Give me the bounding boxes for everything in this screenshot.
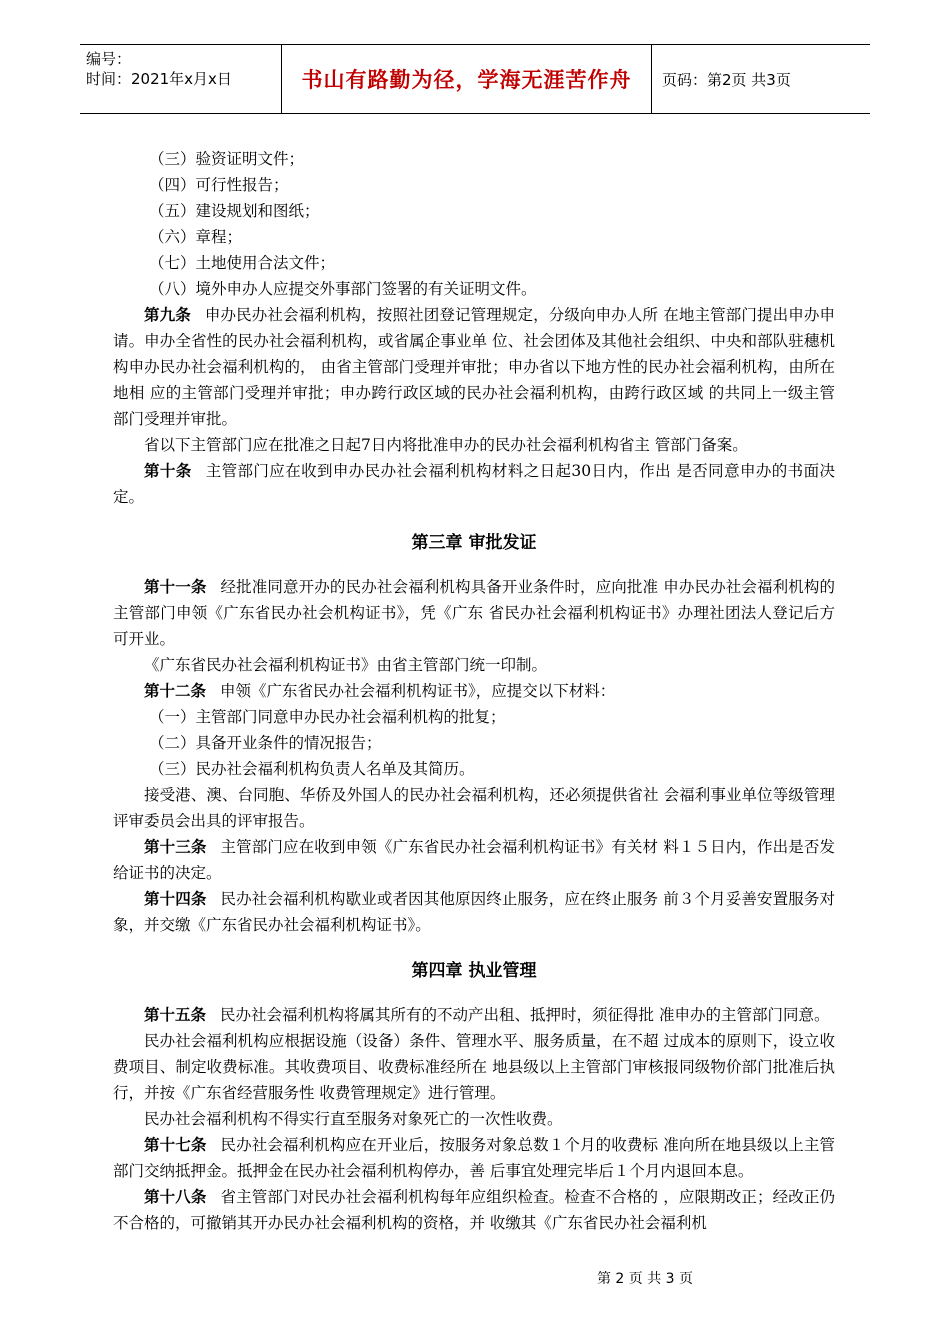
document-time-label: 时间：2021年x月x日 bbox=[86, 70, 232, 88]
paragraph: 民办社会福利机构不得实行直至服务对象死亡的一次性收费。 bbox=[144, 1110, 563, 1128]
article-text: 民办社会福利机构将属其所有的不动产出租、抵押时，须征得批 准申办的主管部门同意。 bbox=[220, 1006, 830, 1024]
page-header bbox=[80, 44, 870, 114]
list-item: （四）可行性报告； bbox=[149, 176, 289, 194]
paragraph: 民办社会福利机构应根据设施（设备）条件、管理水平、服务质量，在不超 过成本的原则下，设立收费项目、制定收费标准。其收费项目、收费标准经所在 地县级以上主管部门审核报同级物价部门批准后执行，并按《广东省经营服务性 收费管理规定》进行管理。 bbox=[113, 1032, 835, 1102]
article-10 bbox=[113, 458, 835, 510]
article-title: 第九条 bbox=[144, 305, 191, 324]
article-text: 民办社会福利机构歇业或者因其他原因终止服务，应在终止服务 前３个月妥善安置服务对象，并交缴《广东省民办社会福利机构证书》。 bbox=[113, 890, 835, 934]
list-item: （五）建设规划和图纸； bbox=[149, 202, 320, 220]
article-11 bbox=[113, 574, 835, 652]
article-title: 第十三条 bbox=[144, 837, 207, 856]
paragraph: 省以下主管部门应在批准之日起7日内将批准申办的民办社会福利机构省主 管部门备案。 bbox=[144, 436, 748, 454]
article-title: 第十七条 bbox=[144, 1135, 207, 1154]
article-title: 第十一条 bbox=[144, 577, 207, 596]
list-item: （三）民办社会福利机构负责人名单及其简历。 bbox=[149, 760, 475, 778]
page-footer: 第 2 页 共 3 页 bbox=[596, 1271, 694, 1287]
article-text: 申办民办社会福利机构，按照社团登记管理规定，分级向申办人所 在地主管部门提出申办申请。申办全省性的民办社会福利机构，或省属企事业单 位、社会团体及其他社会组织、中央和部队驻穗机构申办民办社会福利机构的， 由省主管部门受理并审批；申办省以下地方性的民办社会福利机构，由所在地相 应的主管部门受理并审批；申办跨行政区域的民办社会福利机构，由跨行政区域 的共同上一级主管部门受理并审批。 bbox=[113, 306, 835, 428]
list-item: （七）土地使用合法文件； bbox=[149, 254, 336, 272]
paragraph: 《广东省民办社会福利机构证书》由省主管部门统一印制。 bbox=[144, 656, 548, 674]
header-page-label: 页码：第2页 共3页 bbox=[662, 70, 791, 89]
article-text: 民办社会福利机构应在开业后，按服务对象总数１个月的收费标 准向所在地县级以上主管部门交纳抵押金。抵押金在民办社会福利机构停办，善 后事宜处理完毕后１个月内退回本息。 bbox=[113, 1136, 835, 1180]
document-number-label: 编号： bbox=[86, 50, 132, 68]
article-text: 申领《广东省民办社会福利机构证书》，应提交以下材料： bbox=[220, 682, 616, 700]
article-text: 经批准同意开办的民办社会福利机构具备开业条件时，应向批准 申办民办社会福利机构的主管部门申领《广东省民办社会机构证书》，凭《广东 省民办社会福利机构证书》办理社团法人登记后方可开业。 bbox=[113, 578, 835, 648]
article-18 bbox=[113, 1184, 835, 1236]
article-14 bbox=[113, 886, 835, 938]
article-text: 省主管部门对民办社会福利机构每年应组织检查。检查不合格的 ，应限期改正；经改正仍不合格的，可撤销其开办民办社会福利机构的资格，并 收缴其《广东省民办社会福利机 bbox=[113, 1188, 835, 1232]
article-title: 第十八条 bbox=[144, 1187, 207, 1206]
document-body bbox=[113, 146, 835, 1236]
list-item: （三）验资证明文件； bbox=[149, 150, 305, 168]
article-13 bbox=[113, 834, 835, 886]
article-text: 主管部门应在收到申领《广东省民办社会福利机构证书》有关材 料１５日内，作出是否发给证书的决定。 bbox=[113, 838, 835, 882]
article-12 bbox=[113, 678, 835, 704]
article-text: 主管部门应在收到申办民办社会福利机构材料之日起30日内，作出 是否同意申办的书面决定。 bbox=[113, 462, 835, 506]
article-title: 第十条 bbox=[144, 461, 192, 480]
header-meta bbox=[80, 45, 282, 113]
header-motto: 书山有路勤为径，学海无涯苦作舟 bbox=[282, 45, 652, 113]
list-item: （二）具备开业条件的情况报告； bbox=[149, 734, 382, 752]
article-title: 第十二条 bbox=[144, 681, 207, 700]
list-item: （六）章程； bbox=[149, 228, 243, 246]
article-9 bbox=[113, 302, 835, 432]
article-title: 第十四条 bbox=[144, 889, 207, 908]
list-item: （一）主管部门同意申办民办社会福利机构的批复； bbox=[149, 708, 506, 726]
article-17 bbox=[113, 1132, 835, 1184]
article-title: 第十五条 bbox=[144, 1005, 207, 1024]
chapter-heading: 第四章 执业管理 bbox=[411, 961, 537, 981]
article-15 bbox=[113, 1002, 835, 1028]
list-item: （八）境外申办人应提交外事部门签署的有关证明文件。 bbox=[149, 280, 537, 298]
chapter-heading: 第三章 审批发证 bbox=[411, 533, 537, 553]
paragraph: 接受港、澳、台同胞、华侨及外国人的民办社会福利机构，还必须提供省社 会福利事业单位等级管理评审委员会出具的评审报告。 bbox=[113, 786, 835, 830]
